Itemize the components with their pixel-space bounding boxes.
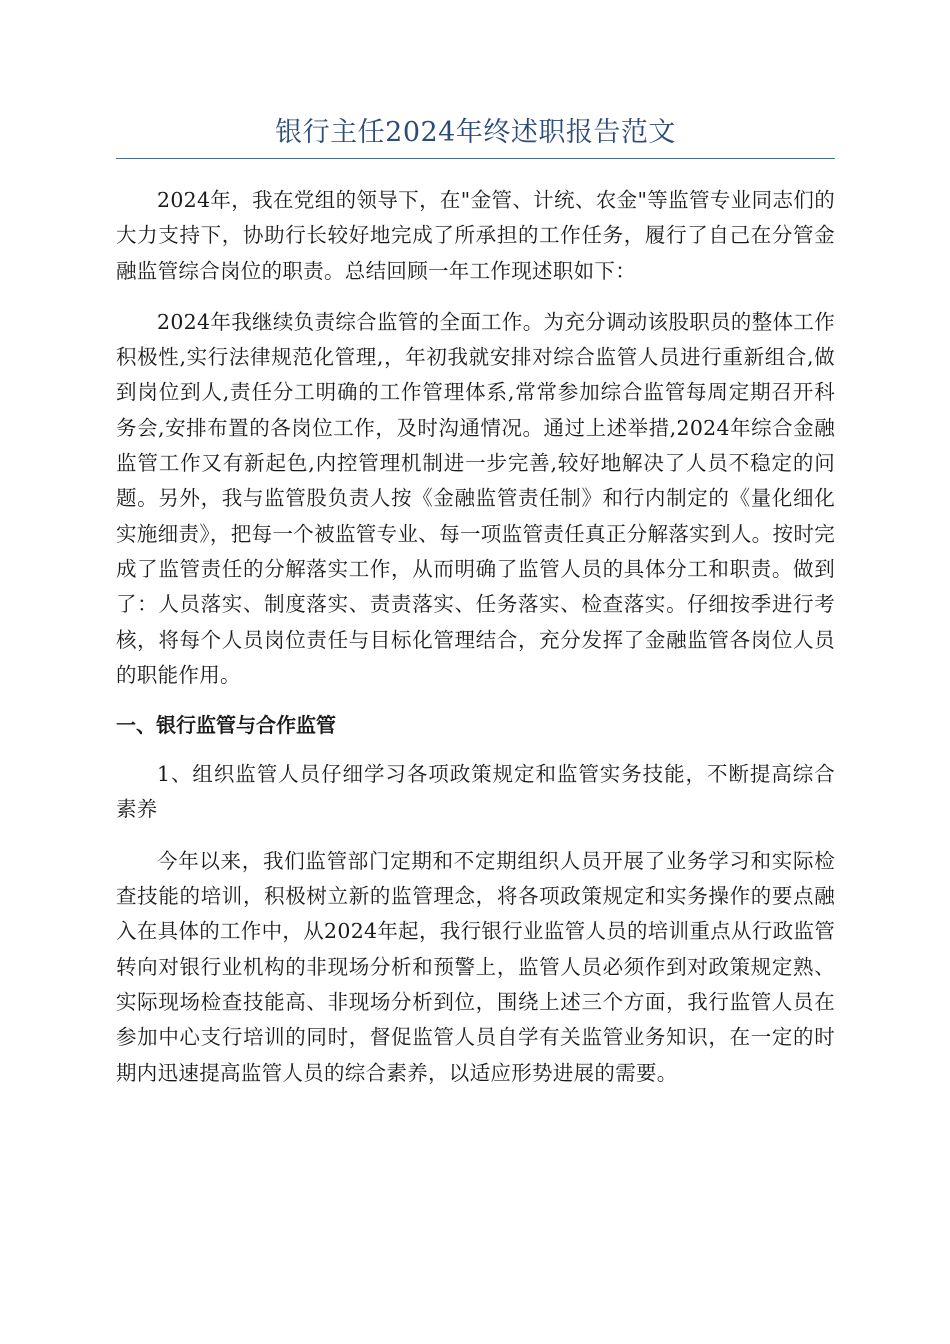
intro-paragraph: 2024年，我在党组的领导下，在"金管、计统、农金"等监管专业同志们的大力支持下，协助行长较好地完成了所承担的工作任务，履行了自己在分管金融监管综合岗位的职责。总结回顾一年工作现述职如下：: [116, 188, 835, 283]
section-paragraph: 今年以来，我们监管部门定期和不定期组织人员开展了业务学习和实际检查技能的培训，积极树立新的监管理念，将各项政策规定和实务操作的要点融入在具体的工作中，从2024年起，我行银行业监管人员的培训重点从行政监管转向对银行业机构的非现场分析和预警上，监管人员必须作到对政策规定熟、实际现场检查技能高、非现场分析到位，围绕上述三个方面，我行监管人员在参加中心支行培训的同时，督促监管人员自学有关监管业务知识，在一定的时期内迅速提高监管人员的综合素养，以适应形势进展的需要。: [116, 848, 835, 1085]
body-paragraph: 2024年我继续负责综合监管的全面工作。为充分调动该股职员的整体工作积极性,实行法律规范化管理,，年初我就安排对综合监管人员进行重新组合,做到岗位到人,责任分工明确的工作管理体系,常常参加综合监管每周定期召开科务会,安排布置的各岗位工作，及时沟通情况。通过上述举措,2024年综合金融监管工作又有新起色,内控管理机制进一步完善,较好地解决了人员不稳定的问题。另外，我与监管股负责人按《金融监管责任制》和行内制定的《量化细化实施细责》，把每一个被监管专业、每一项监管责任真正分解落实到人。按时完成了监管责任的分解落实工作，从而明确了监管人员的具体分工和职责。做到了：人员落实、制度落实、责责落实、任务落实、检查落实。仔细按季进行考核，将每个人员岗位责任与目标化管理结合，充分发挥了金融监管各岗位人员的职能作用。: [116, 309, 835, 687]
document-title: 银行主任2024年终述职报告范文: [116, 110, 835, 159]
section-heading: 一、银行监管与合作监管: [116, 713, 336, 738]
subsection-heading: 1、组织监管人员仔细学习各项政策规定和监管实务技能，不断提高综合素养: [116, 762, 835, 822]
document-page: [116, 110, 835, 1091]
